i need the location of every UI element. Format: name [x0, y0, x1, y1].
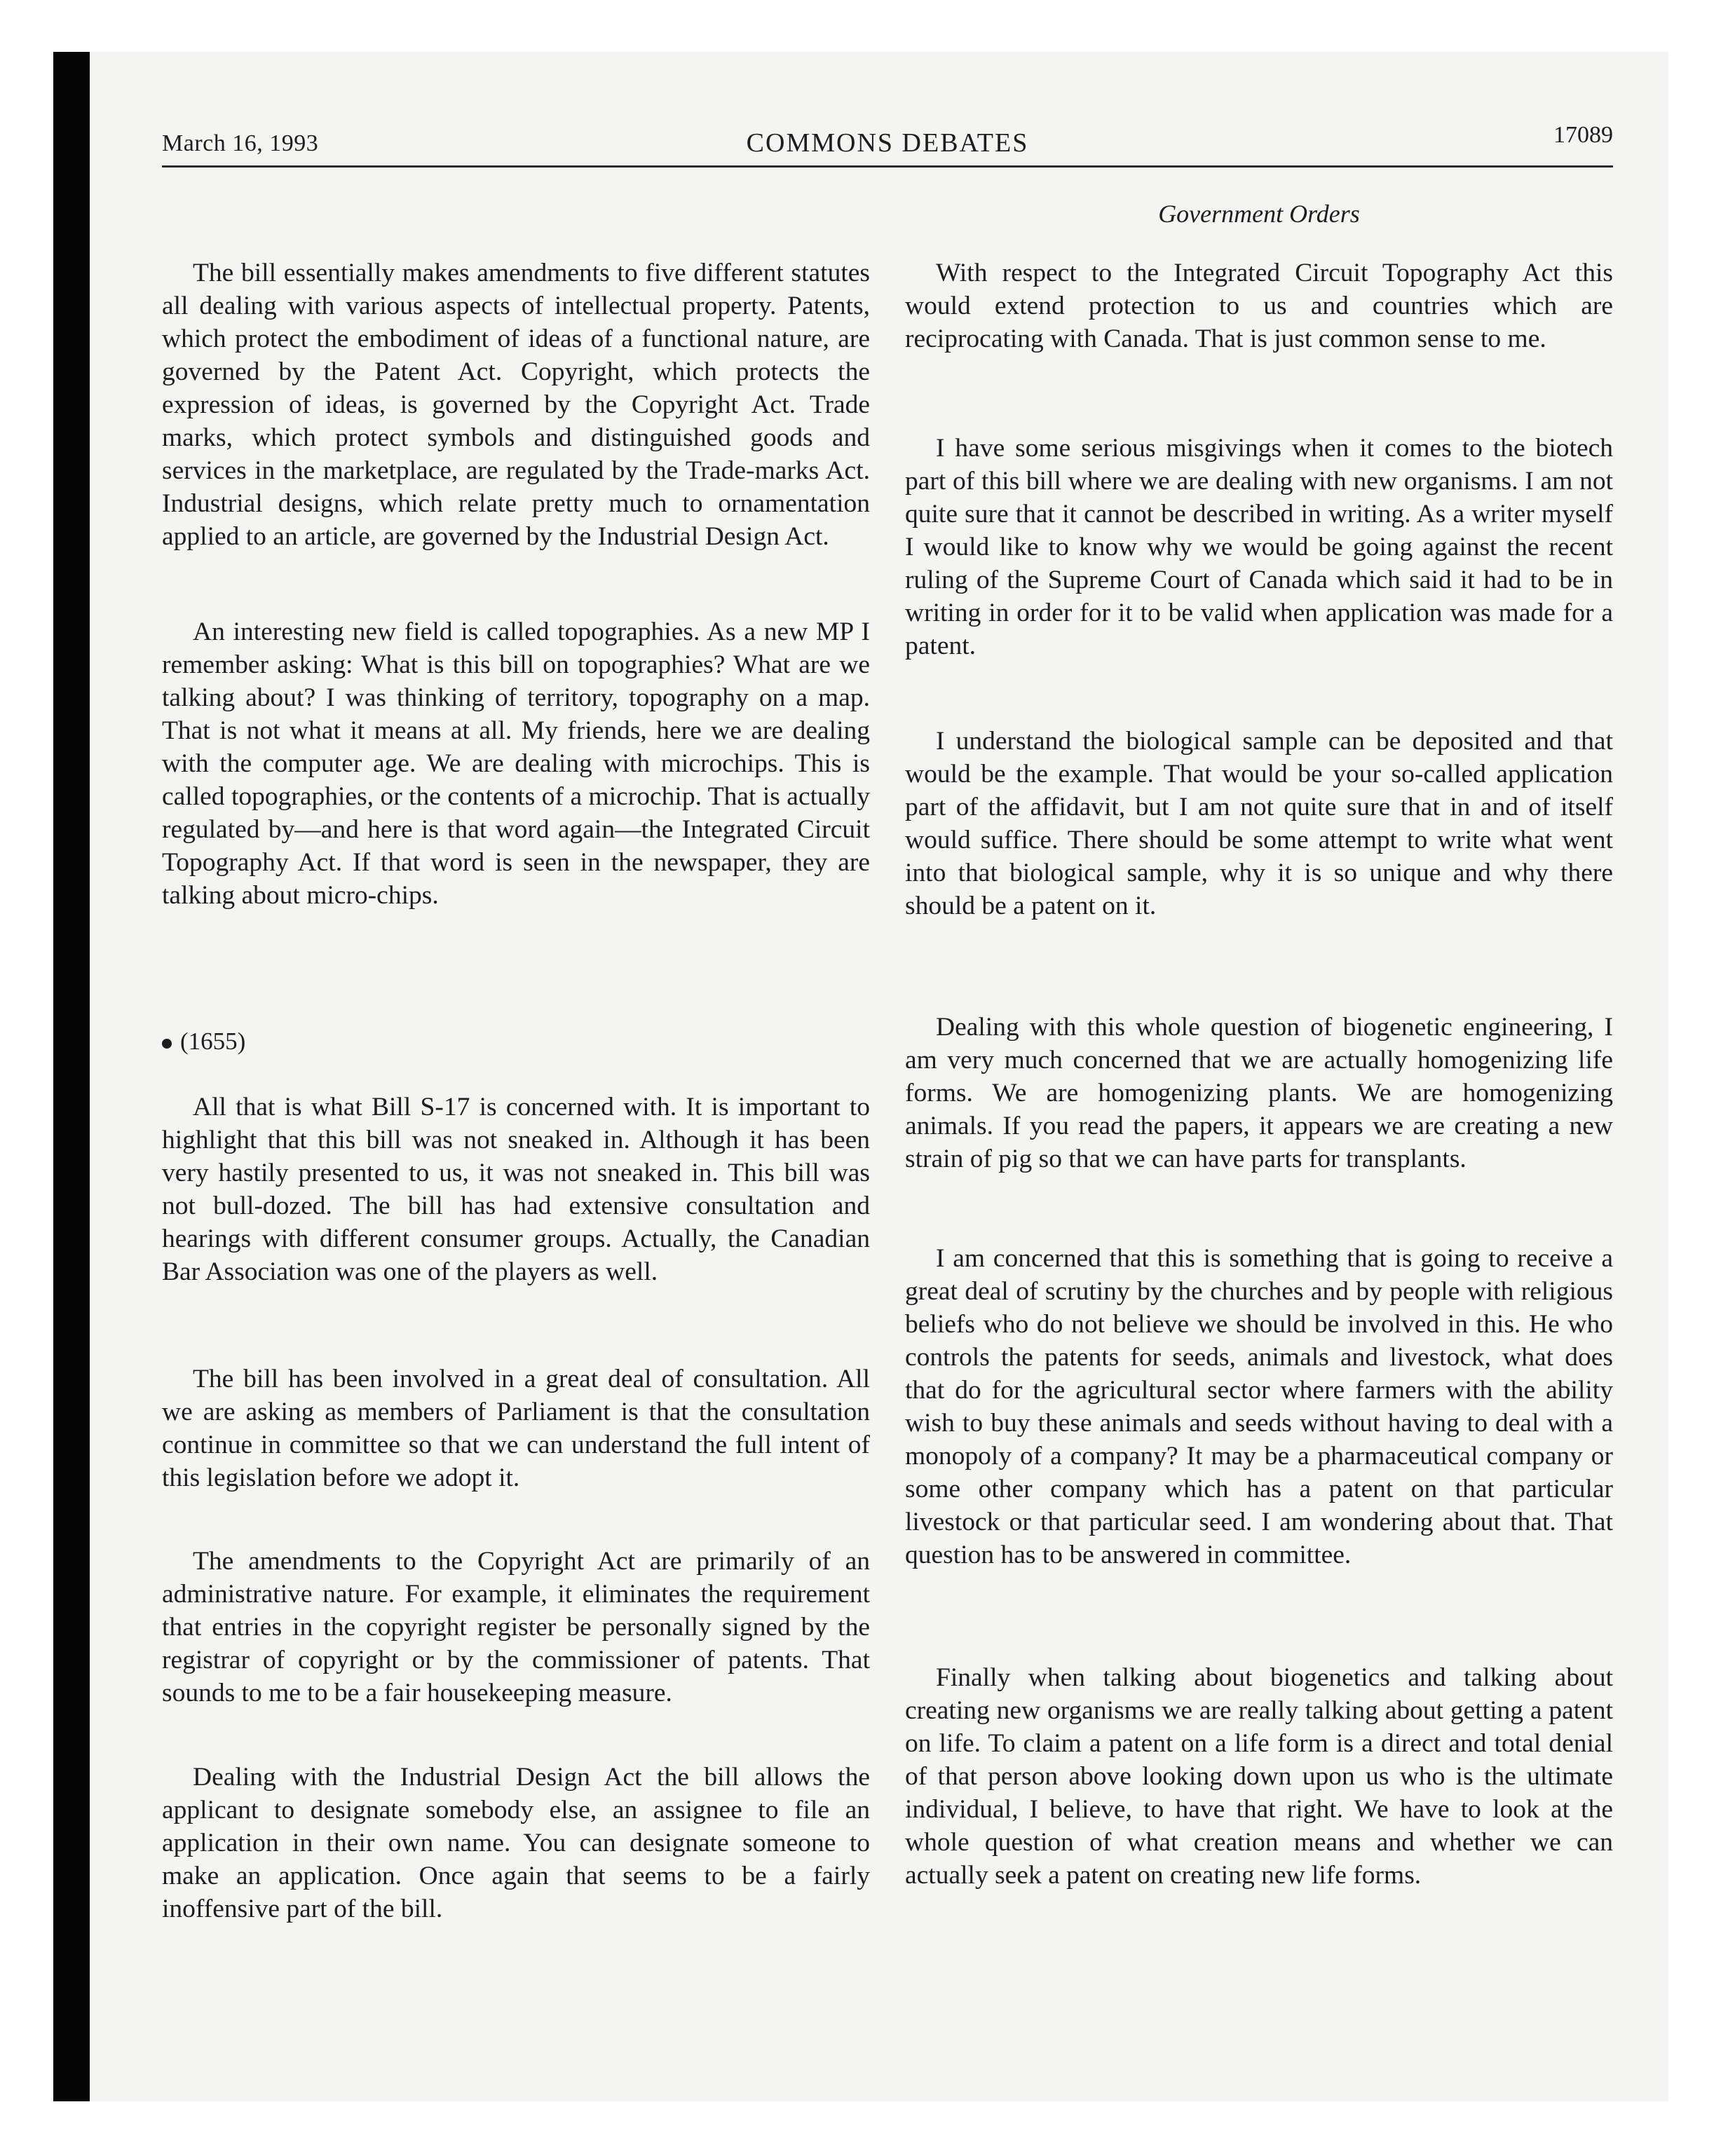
- left-paragraph-5: The amendments to the Copyright Act are primarily of an administrative nature. For example, it eliminates the requirement that entries in the copyright register be personally signed by the registrar of copyright or by the commissioner of patents. That sounds to me to be a fair housekeeping measure.: [162, 1547, 870, 1707]
- scan-left-edge: [53, 52, 90, 2101]
- right-paragraph-6: Finally when talking about biogenetics and talking about creating new organisms we are really talking about getting a patent on life. To claim a patent on a life form is a direct and total denial of that person above looking down upon us who is the ultimate individual, I believe, to have that right. We have to look at the whole question of what creation means and whether we can actually seek a patent on creating new life forms.: [905, 1663, 1613, 1890]
- left-paragraph-3: All that is what Bill S-17 is concerned with. It is important to highlight that this bill was not sneaked in. Although it has been very hastily presented to us, it was not sneaked in. This bill was not bull-dozed. The bill has had extensive consultation and hearings with different consumer groups. Actually, the Canadian Bar Association was one of the players as well.: [162, 1093, 870, 1286]
- header-title: COMMONS DEBATES: [746, 128, 1029, 158]
- left-paragraph-2: An interesting new field is called topographies. As a new MP I remember asking: What is this bill on topographies? What are we talking about? I was thinking of territory, topography on a map. That is not what it means at all. My friends, here we are dealing with the computer age. We are dealing with microchips. This is called topographies, or the contents of a microchip. That is actually regulated by—and here is that word again—the Integrated Circuit Topography Act. If that word is seen in the newspaper, they are talking about micro-chips.: [162, 618, 870, 910]
- section-label: Government Orders: [1158, 200, 1360, 228]
- right-paragraph-2: I have some serious misgivings when it comes to the biotech part of this bill where we are dealing with new organisms. I am not quite sure that it cannot be described in writing. As a writer myself I would like to know why we would be going against the recent ruling of the Supreme Court of Canada which said it had to be in writing in order for it to be valid when application was made for a patent.: [905, 434, 1613, 660]
- time-marker: [162, 1025, 870, 1058]
- left-paragraph-1: The bill essentially makes amendments to five different statutes all dealing with various aspects of intellectual property. Patents, which protect the embodiment of ideas of a functional nature, are governed by the Patent Act. Copyright, which protects the expression of ideas, is governed by the Copyright Act. Trade marks, which protect symbols and distinguished goods and services in the marketplace, are regulated by the Trade-marks Act. Industrial designs, which relate pretty much to ornamentation applied to an article, are governed by the Industrial Design Act.: [162, 259, 870, 551]
- right-paragraph-3: I understand the biological sample can be deposited and that would be the example. That would be your so-called application part of the affidavit, but I am not quite sure that in and of itself would suffice. There should be some attempt to write what went into that biological sample, why it is so unique and why there should be a patent on it.: [905, 727, 1613, 920]
- header-page-number: 17089: [1553, 122, 1613, 148]
- scanned-page: [53, 52, 1668, 2101]
- time-marker-label: (1655): [180, 1028, 246, 1055]
- right-paragraph-4: Dealing with this whole question of biogenetic engineering, I am very much concerned that we are actually homogenizing life forms. We are homogenizing plants. We are homogenizing animals. If you read the papers, it appears we are creating a new strain of pig so that we can have parts for transplants.: [905, 1013, 1613, 1173]
- header-date: March 16, 1993: [162, 130, 319, 156]
- right-paragraph-1: With respect to the Integrated Circuit Topography Act this would extend protection to us and countries which are reciprocating with Canada. That is just common sense to me.: [905, 259, 1613, 353]
- left-paragraph-6: Dealing with the Industrial Design Act the bill allows the applicant to designate somebody else, an assignee to file an application in their own name. You can designate someone to make an application. Once again that seems to be a fairly inoffensive part of the bill.: [162, 1763, 870, 1923]
- left-paragraph-4: The bill has been involved in a great deal of consultation. All we are asking as members of Parliament is that the consultation continue in committee so that we can understand the full intent of this legislation before we adopt it.: [162, 1365, 870, 1492]
- header-rule: [162, 165, 1613, 168]
- page-content: [162, 52, 1613, 2101]
- page-header: [162, 122, 1613, 164]
- bullet-icon: [162, 1039, 172, 1049]
- right-paragraph-5: I am concerned that this is something that is going to receive a great deal of scrutiny by the churches and by people with religious beliefs who do not believe we should be involved in this. He who controls the patents for seeds, animals and livestock, what does that do for the agricultural sector where farmers with the ability wish to buy these animals and seeds without having to deal with a monopoly of a company? It may be a pharmaceutical company or some other company which has a patent on that particular livestock or that particular seed. I am wondering about that. That question has to be answered in committee.: [905, 1244, 1613, 1569]
